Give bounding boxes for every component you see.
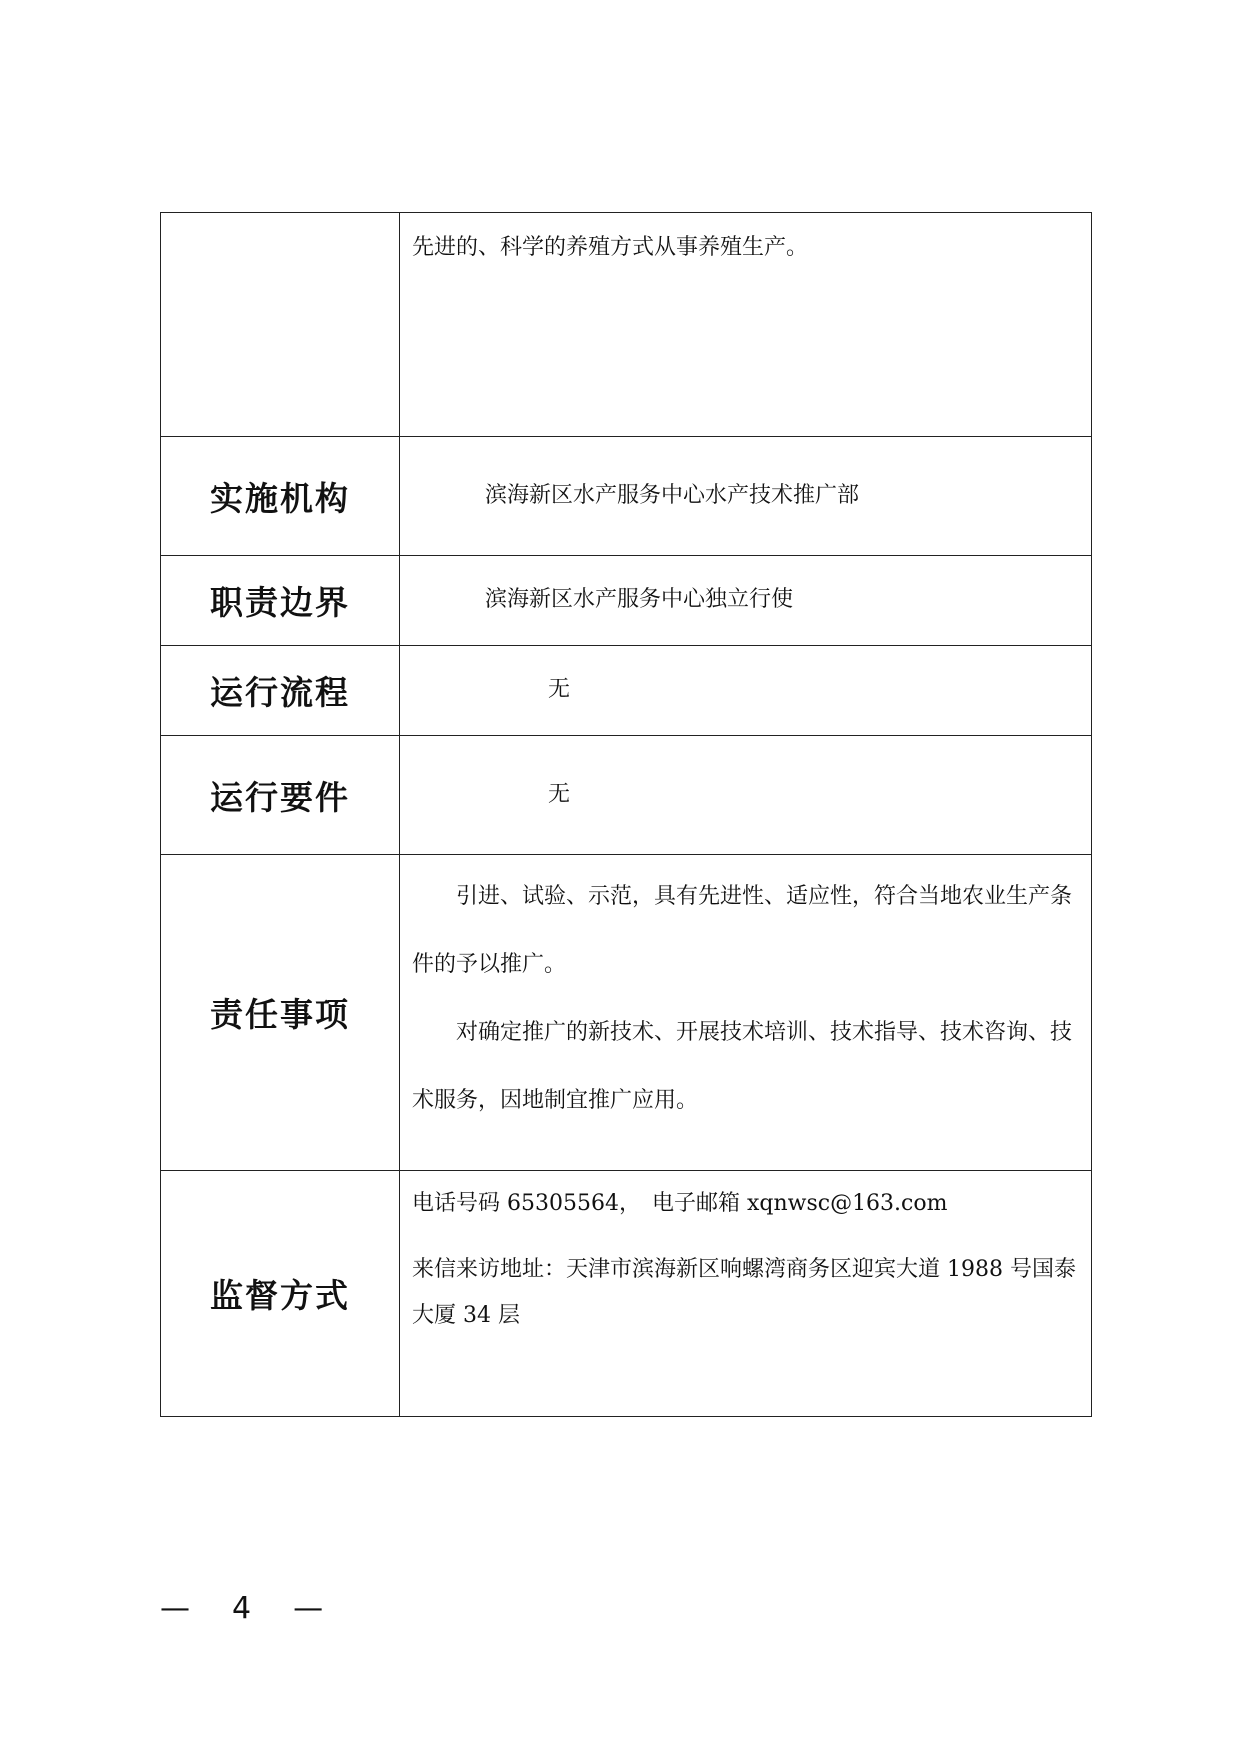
row-content-responsibilities [400,855,1092,1171]
responsibility-paragraph: 对确定推广的新技术、开展技术培训、技术指导、技术咨询、技术服务，因地制宜推广应用。 [412,1020,1073,1113]
table-row [161,437,1092,556]
row-content-responsibility-boundary: 滨海新区水产服务中心独立行使 [400,556,1092,646]
table-row [161,736,1092,855]
contact-line: 电话号码 65305564， 电子邮箱 xqnwsc@163.com [412,1191,948,1216]
table-row [161,1171,1092,1417]
table-row [161,556,1092,646]
row-content-continued: 先进的、科学的养殖方式从事养殖生产。 [400,213,1092,437]
row-label-operation-requirements: 运行要件 [161,736,400,855]
row-label-empty [161,213,400,437]
row-label-responsibility-boundary: 职责边界 [161,556,400,646]
address-line: 来信来访地址：天津市滨海新区响螺湾商务区迎宾大道 1988 号国泰大厦 34 层 [412,1257,1076,1328]
table-row [161,646,1092,736]
responsibility-table [160,212,1092,1417]
row-content-operation-process: 无 [400,646,1092,736]
row-content-implementing-org: 滨海新区水产服务中心水产技术推广部 [400,437,1092,556]
row-content-operation-requirements: 无 [400,736,1092,855]
supervision-text [400,1171,1091,1339]
table-row [161,213,1092,437]
row-label-implementing-org: 实施机构 [161,437,400,556]
row-label-operation-process: 运行流程 [161,646,400,736]
row-label-responsibilities: 责任事项 [161,855,400,1171]
table-row [161,855,1092,1171]
row-label-supervision: 监督方式 [161,1171,400,1417]
row-content-supervision [400,1171,1092,1417]
page-number: — 4 — [160,1591,330,1626]
responsibilities-text [400,855,1091,1135]
responsibility-paragraph: 引进、试验、示范，具有先进性、适应性，符合当地农业生产条件的予以推广。 [412,884,1073,977]
